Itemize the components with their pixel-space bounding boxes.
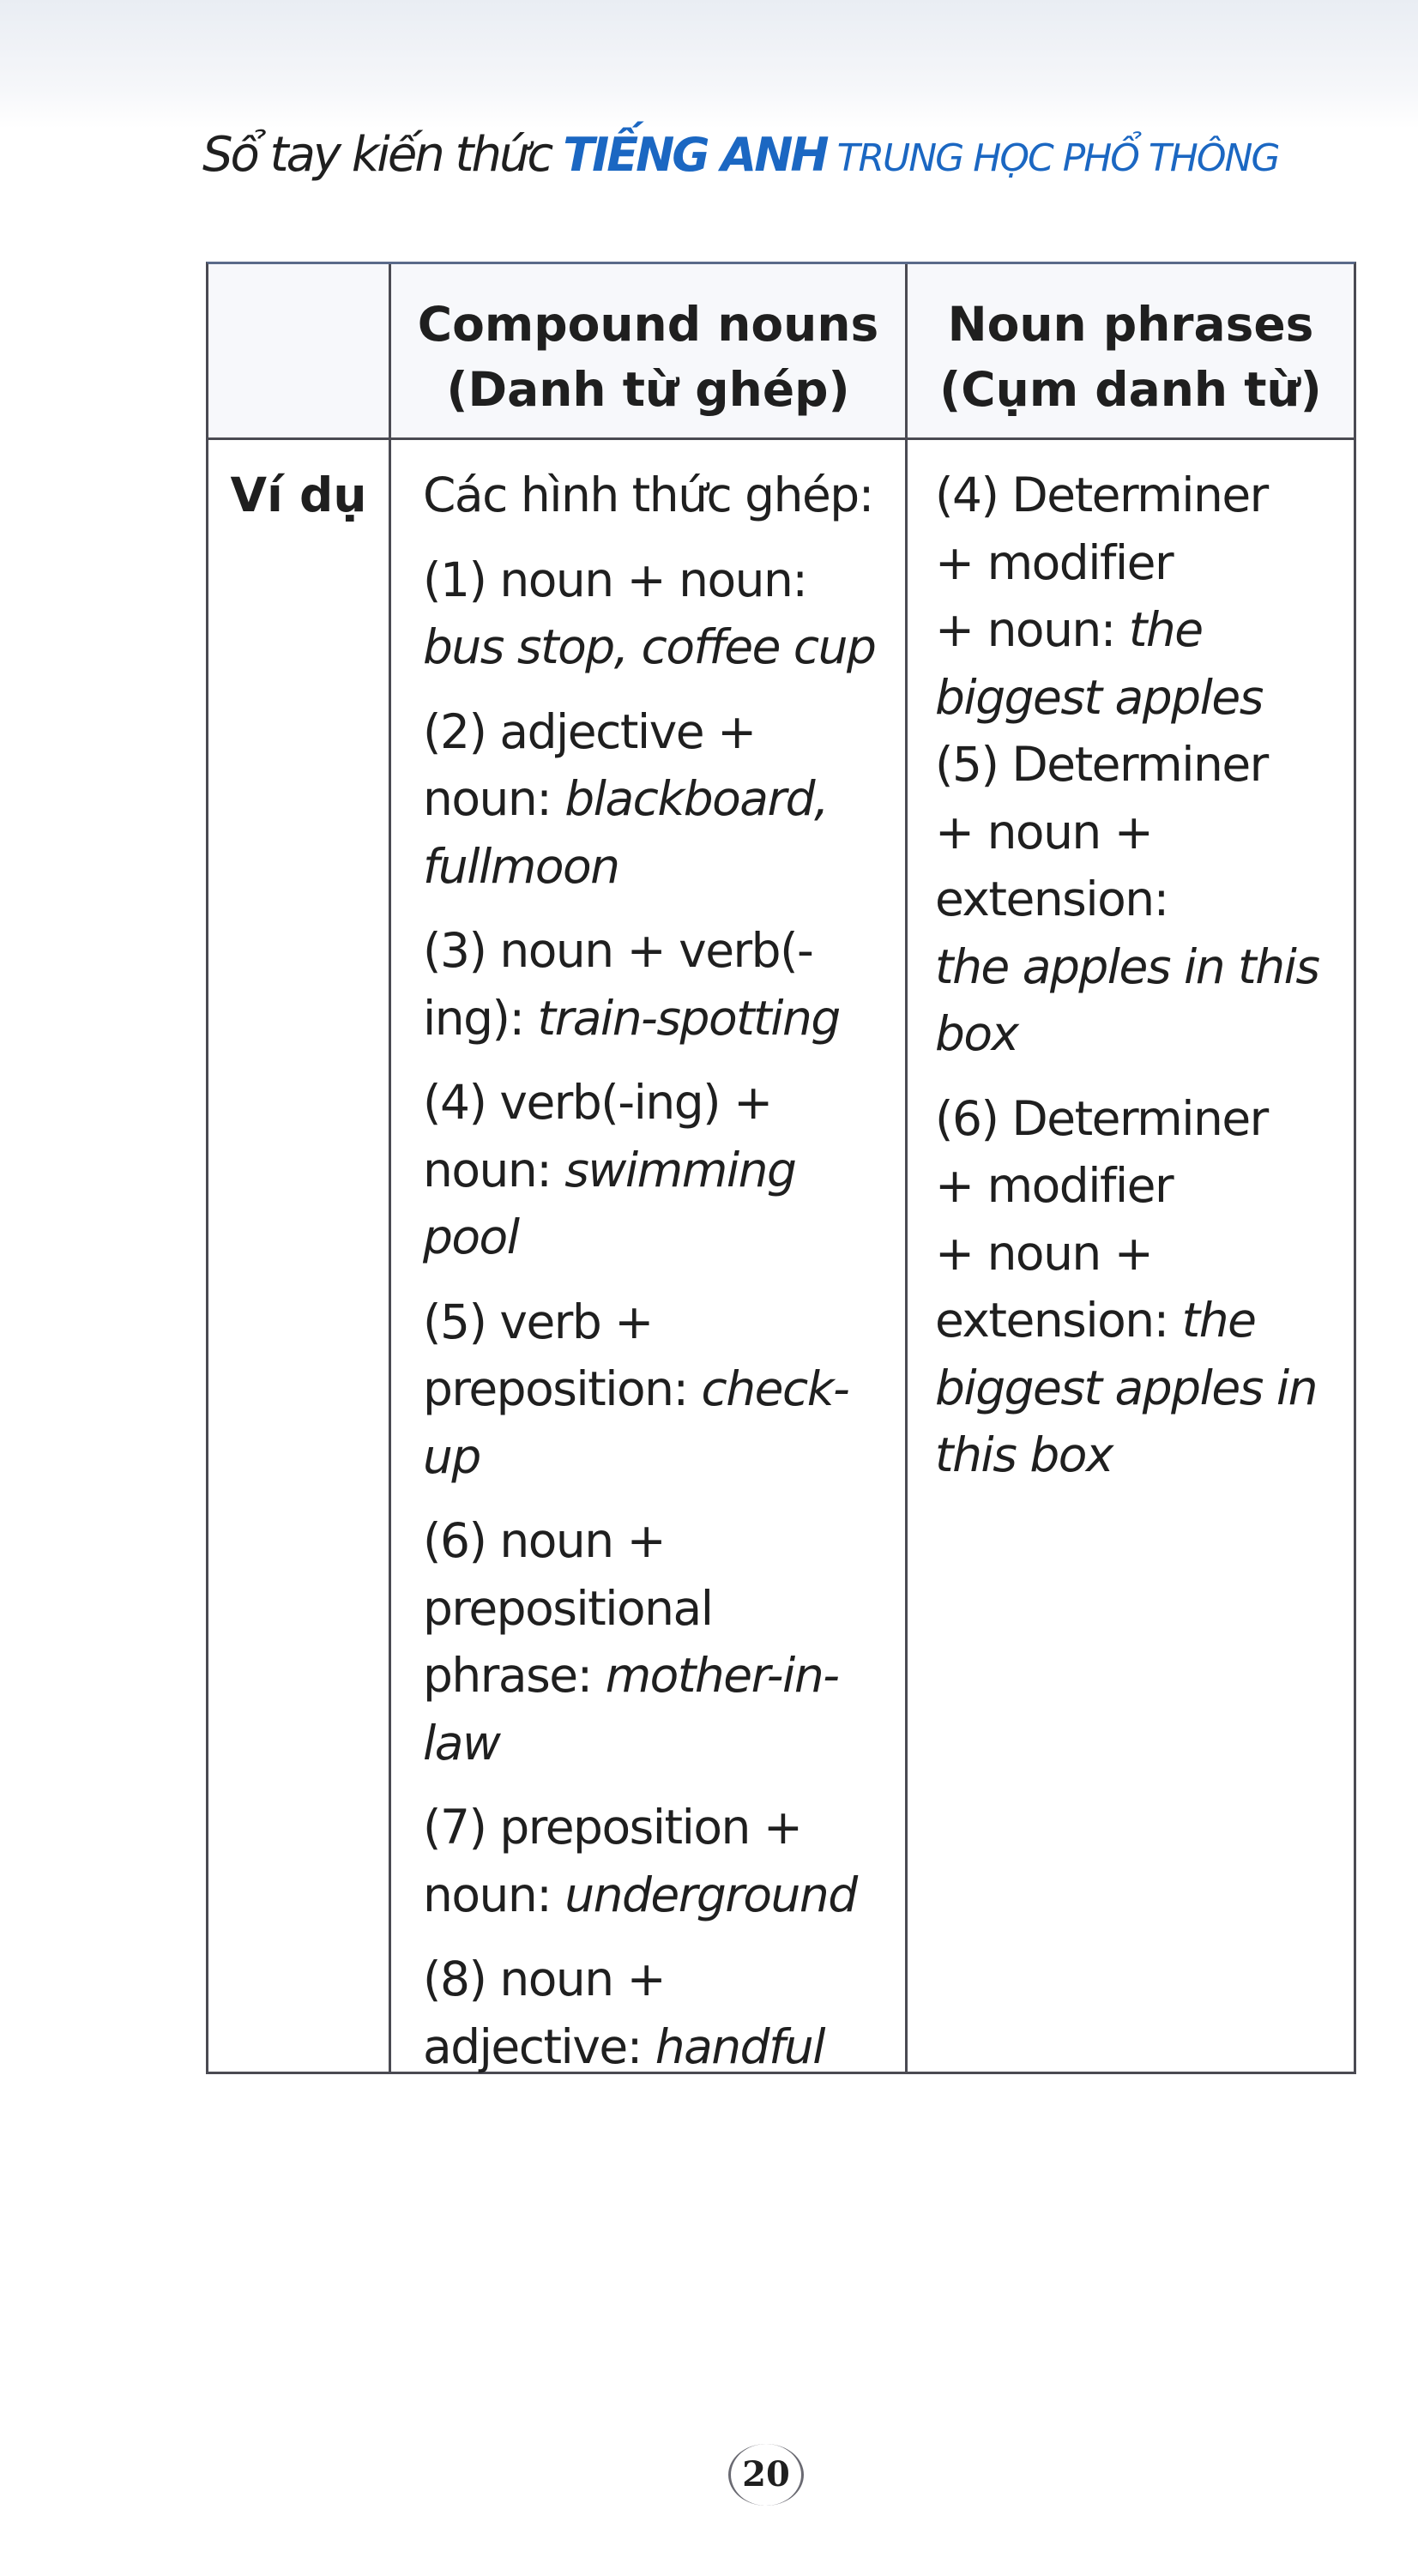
- example-term: check-: [701, 1361, 849, 1416]
- example-text: adjective:: [423, 2018, 655, 2074]
- example-line: [423, 1137, 903, 1204]
- example-item: [423, 1069, 903, 1271]
- example-text: (5) Determiner: [935, 737, 1268, 792]
- row-label-examples: Ví dụ: [230, 468, 367, 522]
- header-line: Noun phrases: [947, 297, 1314, 352]
- example-term: blackboard,: [564, 771, 829, 826]
- example-text: (8) noun +: [423, 1952, 666, 2006]
- example-text: (6) Determiner: [935, 1090, 1268, 1146]
- example-text: noun:: [423, 1867, 565, 1922]
- page-top-band: [0, 0, 1418, 129]
- example-line: [935, 1000, 1351, 1068]
- example-text: phrase:: [423, 1648, 606, 1703]
- example-item: [935, 731, 1351, 1068]
- example-line: [423, 1575, 903, 1643]
- column-divider: [905, 264, 908, 2072]
- example-line: [935, 1152, 1351, 1220]
- example-text: noun:: [423, 1142, 565, 1198]
- header-brand: TIẾNG ANH: [563, 128, 827, 182]
- example-term: underground: [564, 1867, 857, 1922]
- example-text: (7) preposition +: [423, 1800, 802, 1855]
- example-line: [423, 698, 903, 766]
- header-line: Compound nouns: [417, 297, 879, 352]
- example-text: (4) Determiner: [935, 468, 1268, 522]
- example-term: bus stop, coffee cup: [423, 619, 876, 674]
- example-text: + modifier: [935, 534, 1174, 590]
- header-prefix: Sổ tay kiến thức: [202, 127, 552, 183]
- example-line: [423, 1794, 903, 1861]
- row-divider: [208, 437, 1354, 440]
- example-term: biggest apples: [935, 669, 1263, 725]
- example-text: + noun +: [935, 1225, 1153, 1281]
- example-text: ing):: [423, 990, 538, 1046]
- example-text: + modifier: [935, 1158, 1174, 1213]
- example-item: [423, 1794, 903, 1928]
- example-item: [423, 1507, 903, 1777]
- example-line: [935, 1421, 1351, 1489]
- header-line: (Cụm danh từ): [939, 362, 1322, 417]
- column-divider: [389, 264, 391, 2072]
- example-line: [935, 1354, 1351, 1422]
- example-line: [423, 1423, 903, 1491]
- example-term: fullmoon: [423, 838, 619, 894]
- example-text: + noun:: [935, 602, 1129, 657]
- example-line: [935, 1085, 1351, 1153]
- example-line: [935, 529, 1351, 597]
- example-line: [935, 866, 1351, 933]
- example-line: [935, 933, 1351, 1001]
- comparison-table: [206, 262, 1356, 2074]
- example-line: [935, 664, 1351, 732]
- header-line: (Danh từ ghép): [446, 362, 850, 417]
- example-term: mother-in-: [605, 1648, 839, 1703]
- example-term: the: [1128, 602, 1203, 657]
- example-term: pool: [423, 1210, 519, 1264]
- running-header: [202, 127, 1279, 183]
- example-term: train-spotting: [537, 990, 840, 1046]
- example-term: this box: [935, 1427, 1113, 1482]
- example-line: [423, 1069, 903, 1137]
- example-line: [935, 799, 1351, 866]
- example-term: the: [1181, 1293, 1256, 1348]
- example-line: [423, 546, 903, 614]
- example-text: + noun +: [935, 804, 1153, 860]
- example-line: [935, 462, 1351, 529]
- example-line: [423, 1946, 903, 2013]
- example-line: [423, 1204, 903, 1271]
- example-item: [423, 1946, 903, 2080]
- header-noun-phrases: [908, 292, 1354, 422]
- example-text: extension:: [935, 872, 1168, 926]
- example-text: (4) verb(-ing) +: [423, 1075, 772, 1130]
- header-suffix: TRUNG HỌC PHỔ THÔNG: [836, 136, 1279, 180]
- example-line: [423, 613, 903, 681]
- example-text: (1) noun + noun:: [423, 552, 807, 607]
- example-line: [935, 1287, 1351, 1354]
- cell-intro: Các hình thức ghép:: [423, 468, 873, 522]
- example-text: (3) noun + verb(-: [423, 923, 813, 978]
- example-line: [423, 1355, 903, 1423]
- example-line: [935, 1220, 1351, 1288]
- example-term: law: [423, 1715, 500, 1771]
- header-compound-nouns: [391, 292, 905, 422]
- example-text: preposition:: [423, 1361, 702, 1416]
- example-line: [423, 1710, 903, 1777]
- example-line: [935, 731, 1351, 799]
- example-item: [423, 1288, 903, 1491]
- example-term: the apples in this: [935, 938, 1319, 994]
- page-number: 20: [728, 2444, 804, 2506]
- example-item: [935, 1085, 1351, 1489]
- example-line: [423, 1507, 903, 1575]
- example-line: [423, 1642, 903, 1710]
- example-text: (6) noun +: [423, 1513, 666, 1568]
- example-term: swimming: [564, 1142, 796, 1198]
- example-item: [423, 546, 903, 681]
- example-item: [935, 462, 1351, 731]
- example-item: [423, 917, 903, 1052]
- example-line: [423, 2013, 903, 2081]
- example-text: (2) adjective +: [423, 703, 756, 759]
- example-line: [423, 985, 903, 1053]
- example-line: [935, 596, 1351, 664]
- example-line: [423, 1861, 903, 1929]
- example-term: handful: [655, 2018, 825, 2074]
- example-text: noun:: [423, 771, 565, 826]
- example-line: [423, 1288, 903, 1356]
- example-text: extension:: [935, 1293, 1182, 1348]
- example-text: prepositional: [423, 1580, 713, 1636]
- example-term: box: [935, 1006, 1018, 1061]
- example-term: biggest apples in: [935, 1360, 1317, 1415]
- example-line: [423, 917, 903, 985]
- noun-phrases-cell: [935, 462, 1351, 1489]
- compound-nouns-cell: [423, 462, 903, 2097]
- example-item: [423, 698, 903, 901]
- example-text: (5) verb +: [423, 1294, 653, 1349]
- example-line: [423, 765, 903, 833]
- example-line: [423, 833, 903, 901]
- example-term: up: [423, 1428, 480, 1484]
